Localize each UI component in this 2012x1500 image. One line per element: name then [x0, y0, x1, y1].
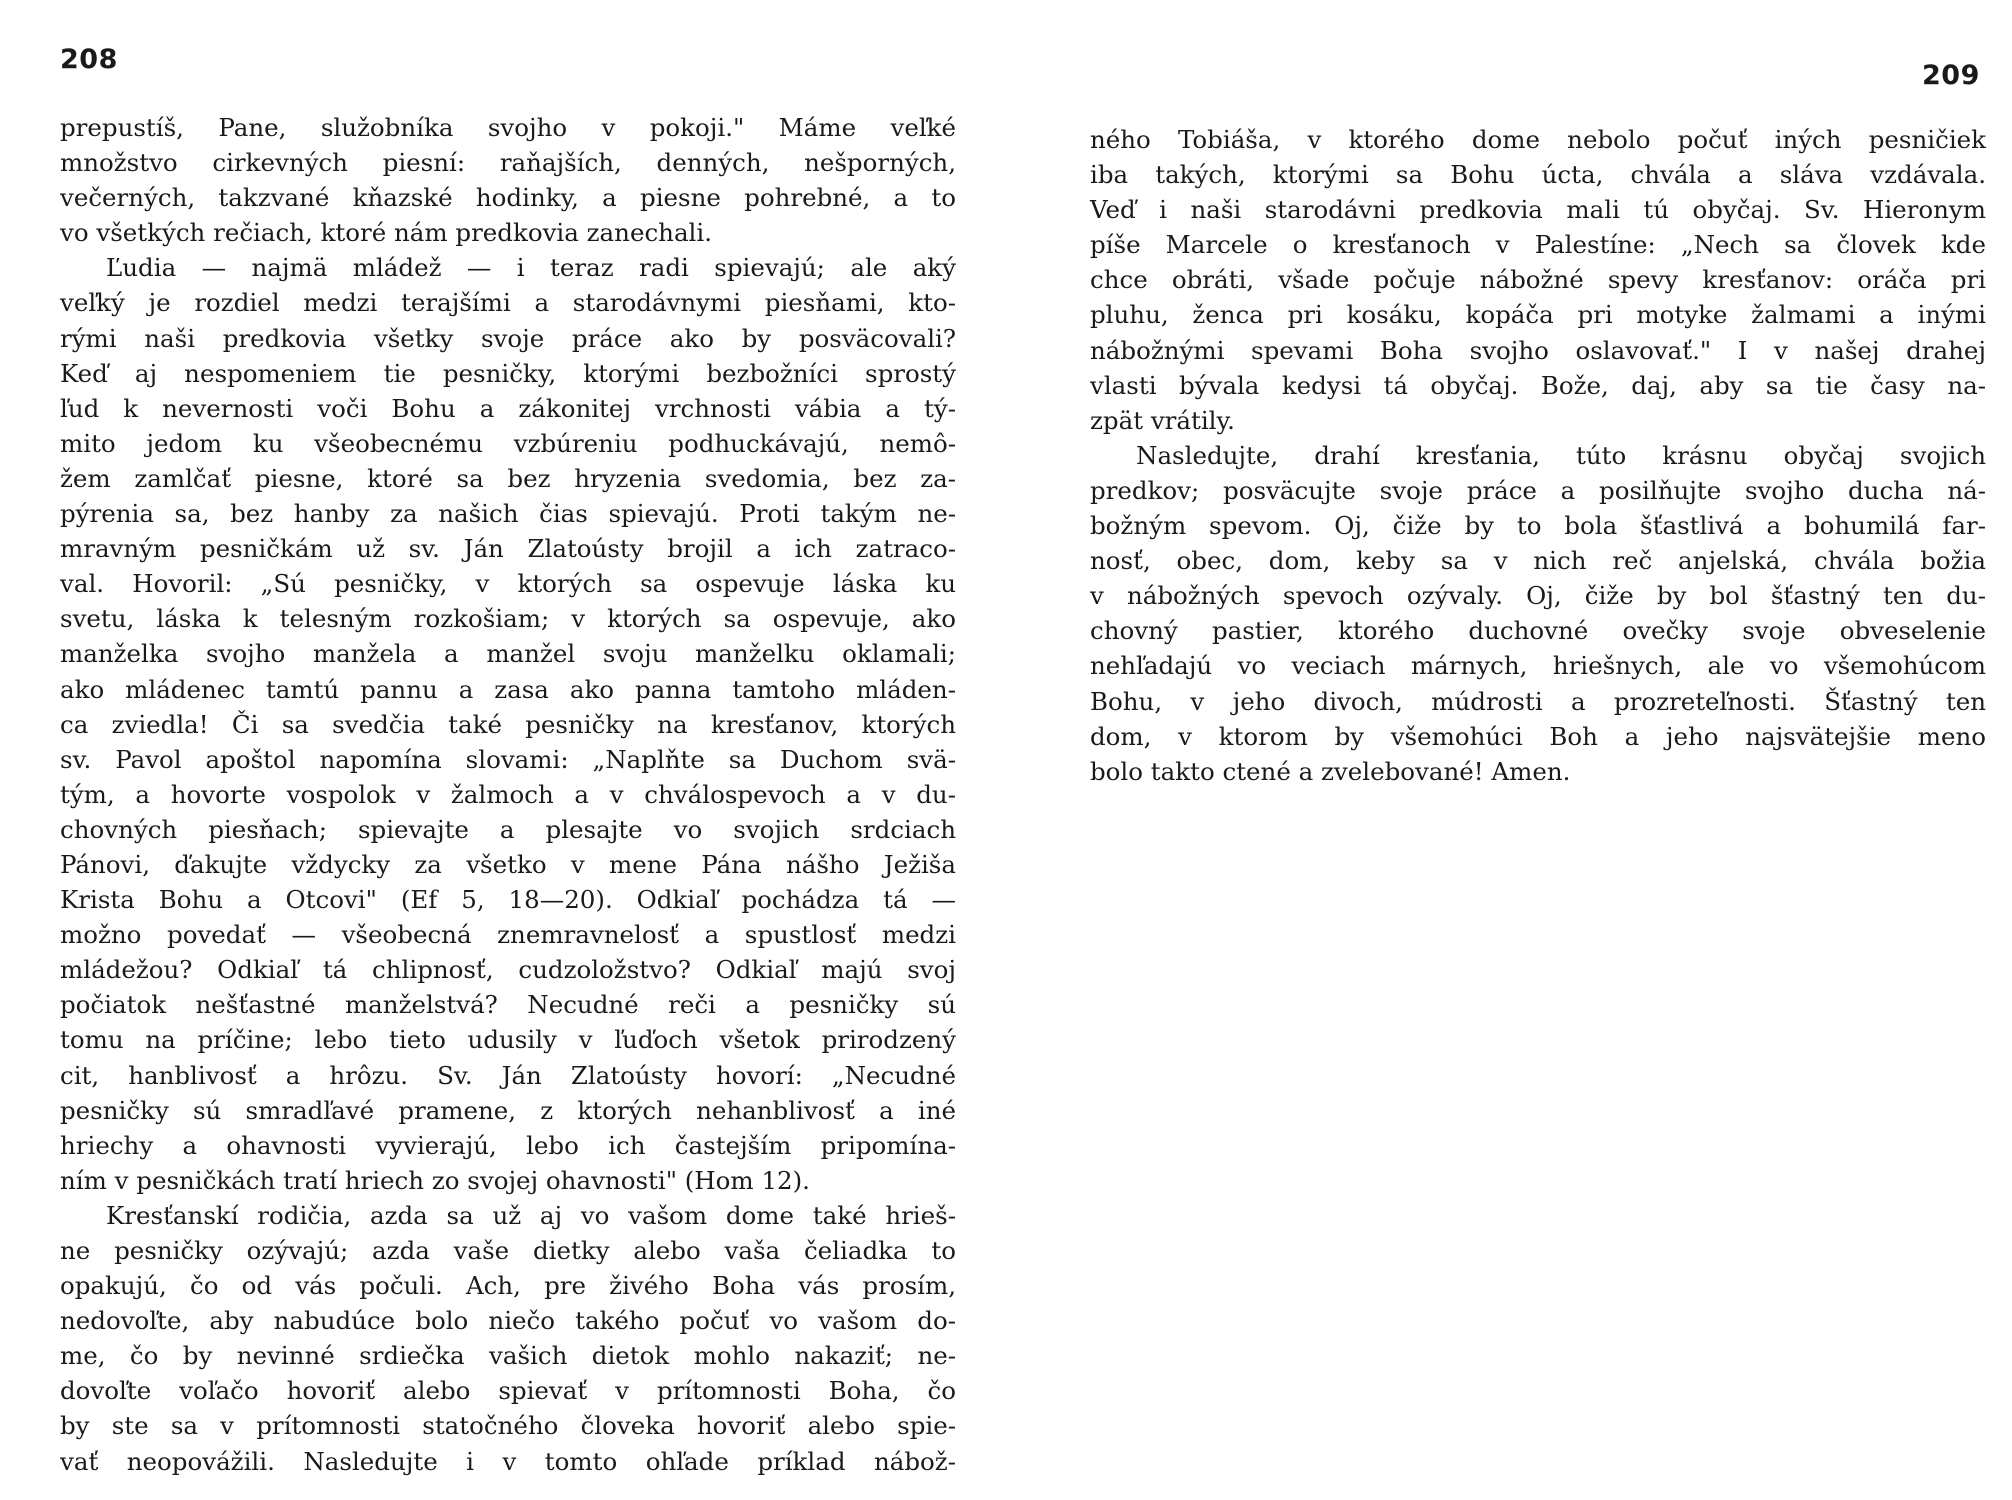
page-number-left: 208 — [60, 44, 118, 75]
text-line: hriechy a ohavnosti vyvierajú, lebo ich častejším pripomína- — [60, 1130, 956, 1160]
text-line: mito jedom ku všeobecnému vzbúreniu podhuckávajú, nemô- — [60, 428, 956, 458]
text-line: božným spevom. Oj, čiže by to bola šťastlivá a bohumilá far- — [1090, 511, 1986, 541]
text-line: žem zamlčať piesne, ktoré sa bez hryzenia svedomia, bez za- — [60, 463, 956, 493]
text-line: vať neopovážili. Nasledujte i v tomto ohľade príklad nábož- — [60, 1446, 956, 1476]
text-line: Nasledujte, drahí kresťania, túto krásnu obyčaj svojich — [1136, 440, 1986, 470]
text-line: pesničky sú smradľavé pramene, z ktorých nehanblivosť a iné — [60, 1095, 956, 1125]
text-line: nábožnými spevami Boha svojho oslavovať." I v našej drahej — [1090, 335, 1986, 365]
text-line: prepustíš, Pane, služobníka svojho v pokoji." Máme veľké — [60, 113, 956, 142]
text-line: tým, a hovorte vospolok v žalmoch a v chválospevoch a v du- — [60, 779, 956, 809]
text-line: v nábožných spevoch ozývaly. Oj, čiže by bol šťastný ten du- — [1090, 581, 1986, 611]
text-line: píše Marcele o kresťanoch v Palestíne: „Nech sa človek kde — [1090, 230, 1986, 260]
text-line: chovných piesňach; spievajte a plesajte vo svojich srdciach — [60, 814, 956, 844]
text-line: rými naši predkovia všetky svoje práce ako by posväcovali? — [60, 323, 956, 353]
text-line: opakujú, čo od vás počuli. Ach, pre živého Boha vás prosím, — [60, 1271, 956, 1301]
text-line: večerných, takzvané kňazské hodinky, a piesne pohrebné, a to — [60, 183, 956, 213]
text-line: by ste sa v prítomnosti statočného človeka hovoriť alebo spie- — [60, 1411, 956, 1441]
text-line: mládežou? Odkiaľ tá chlipnosť, cudzoložstvo? Odkiaľ majú svoj — [60, 955, 956, 985]
text-line: Ľudia — najmä mládež — i teraz radi spievajú; ale aký — [106, 253, 956, 283]
text-line: nehľadajú vo veciach márnych, hriešnych, ale vo všemohúcom — [1090, 651, 1986, 681]
text-line: Bohu, v jeho divoch, múdrosti a prozreteľnosti. Šťastný ten — [1090, 686, 1986, 716]
text-line: zpät vrátily. — [1090, 405, 1235, 435]
text-line: val. Hovoril: „Sú pesničky, v ktorých sa ospevuje láska ku — [60, 569, 956, 599]
text-line: dom, v ktorom by všemohúci Boh a jeho najsvätejšie meno — [1090, 721, 1986, 751]
text-line: pýrenia sa, bez hanby za našich čias spievajú. Proti takým ne- — [60, 499, 956, 529]
text-line: me, čo by nevinné srdiečka vašich dietok mohlo nakaziť; ne- — [60, 1341, 956, 1371]
text-line: mravným pesničkám už sv. Ján Zlatoústy brojil a ich zatraco- — [60, 534, 956, 564]
text-line: Pánovi, ďakujte vždycky za všetko v mene Pána nášho Ježiša — [60, 849, 956, 879]
text-line: ca zviedla! Či sa svedčia také pesničky na kresťanov, ktorých — [60, 709, 956, 739]
right-page-text — [1090, 122, 1986, 789]
text-line: dovoľte voľačo hovoriť alebo spievať v prítomnosti Boha, čo — [60, 1376, 956, 1406]
text-line: vo všetkých rečiach, ktoré nám predkovia zanechali. — [60, 218, 713, 248]
text-line: chce obráti, všade počuje nábožné spevy kresťanov: oráča pri — [1090, 265, 1986, 295]
text-line: nosť, obec, dom, keby sa v nich reč anjelská, chvála božia — [1090, 546, 1986, 576]
text-line: ného Tobiáša, v ktorého dome nebolo počuť iných pesničiek — [1090, 125, 1986, 154]
text-line: cit, hanblivosť a hrôzu. Sv. Ján Zlatoústy hovorí: „Necudné — [60, 1060, 956, 1090]
text-line: Kresťanskí rodičia, azda sa už aj vo vašom dome také hrieš- — [106, 1200, 956, 1230]
text-line: manželka svojho manžela a manžel svoju manželku oklamali; — [60, 639, 956, 669]
text-line: bolo takto ctené a zvelebované! Amen. — [1090, 756, 1571, 786]
text-line: Krista Bohu a Otcovi" (Ef 5, 18—20). Odkiaľ pochádza tá — — [60, 885, 956, 915]
text-line: nedovoľte, aby nabudúce bolo niečo takého počuť vo vašom do- — [60, 1306, 956, 1336]
text-line: možno povedať — všeobecná znemravnelosť a spustlosť medzi — [60, 920, 956, 950]
text-line: Veď i naši starodávni predkovia mali tú obyčaj. Sv. Hieronym — [1090, 195, 1986, 225]
text-line: ním v pesničkách tratí hriech zo svojej ohavnosti" (Hom 12). — [60, 1165, 810, 1195]
text-line: sv. Pavol apoštol napomína slovami: „Naplňte sa Duchom svä- — [60, 744, 956, 774]
text-line: predkov; posväcujte svoje práce a posilňujte svojho ducha ná- — [1090, 475, 1986, 505]
text-line: svetu, láska k telesným rozkošiam; v ktorých sa ospevuje, ako — [60, 604, 956, 634]
text-line: iba takých, ktorými sa Bohu úcta, chvála a sláva vzdávala. — [1090, 160, 1986, 190]
page-number-right: 209 — [1922, 60, 1980, 91]
text-line: veľký je rozdiel medzi terajšími a starodávnymi piesňami, kto- — [60, 288, 956, 318]
text-line: množstvo cirkevných piesní: raňajších, denných, nešporných, — [60, 148, 956, 178]
text-line: vlasti bývala kedysi tá obyčaj. Bože, daj, aby sa tie časy na- — [1090, 370, 1986, 400]
text-line: chovný pastier, ktorého duchovné ovečky svoje obveselenie — [1090, 616, 1986, 646]
text-line: počiatok nešťastné manželstvá? Necudné reči a pesničky sú — [60, 990, 956, 1020]
text-line: ako mládenec tamtú pannu a zasa ako panna tamtoho mláden- — [60, 674, 956, 704]
text-line: pluhu, ženca pri kosáku, kopáča pri motyke žalmami a inými — [1090, 300, 1986, 330]
right-page — [1006, 0, 2012, 1500]
text-line: tomu na príčine; lebo tieto udusily v ľuďoch všetok prirodzený — [60, 1025, 956, 1055]
text-line: ne pesničky ozývajú; azda vaše dietky alebo vaša čeliadka to — [60, 1236, 956, 1265]
left-page-text — [60, 110, 956, 1479]
text-line: Keď aj nespomeniem tie pesničky, ktorými bezbožníci sprostý — [60, 358, 956, 388]
text-line: ľud k nevernosti voči Bohu a zákonitej vrchnosti vábia a tý- — [60, 393, 956, 423]
